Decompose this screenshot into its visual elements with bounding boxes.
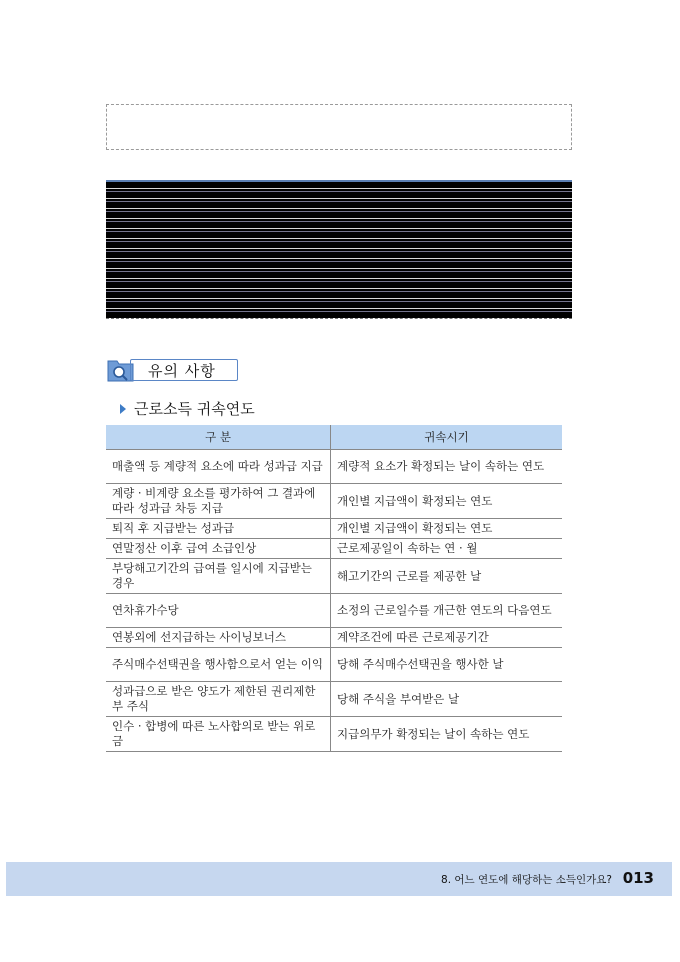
table-row — [106, 628, 562, 648]
table-cell-timing: 소정의 근로일수를 개근한 연도의 다음연도 — [331, 594, 563, 628]
table-cell-timing: 당해 주식매수선택권을 행사한 날 — [331, 648, 563, 682]
table-cell-category: 부당해고기간의 급여를 일시에 지급받는 경우 — [106, 559, 331, 594]
table-cell-category: 매출액 등 계량적 요소에 따라 성과급 지급 — [106, 450, 331, 484]
table-cell-timing: 계약조건에 따른 근로제공기간 — [331, 628, 563, 648]
table-cell-timing: 근로제공일이 속하는 연 · 월 — [331, 539, 563, 559]
section-badge — [106, 355, 240, 383]
table-body — [106, 450, 562, 752]
table-cell-category: 성과급으로 받은 양도가 제한된 권리제한부 주식 — [106, 682, 331, 717]
table-cell-category: 주식매수선택권을 행사함으로서 얻는 이익 — [106, 648, 331, 682]
table-cell-category: 연말정산 이후 급여 소급인상 — [106, 539, 331, 559]
table-row — [106, 450, 562, 484]
subheading — [120, 398, 255, 419]
table-row — [106, 519, 562, 539]
subheading-text: 근로소득 귀속연도 — [134, 400, 255, 418]
table-row — [106, 682, 562, 717]
garbled-image-block — [106, 180, 572, 318]
table-row — [106, 594, 562, 628]
empty-dashed-box — [106, 104, 572, 150]
table-row — [106, 648, 562, 682]
header-timing: 귀속시기 — [331, 425, 563, 450]
table-cell-category: 계량 · 비계량 요소를 평가하여 그 결과에 따라 성과급 차등 지급 — [106, 484, 331, 519]
page-number: 013 — [622, 869, 654, 887]
header-category: 구 분 — [106, 425, 331, 450]
footer-band — [6, 862, 672, 896]
table-cell-category: 퇴직 후 지급받는 성과급 — [106, 519, 331, 539]
table-cell-timing: 당해 주식을 부여받은 날 — [331, 682, 563, 717]
badge-label: 유의 사항 — [148, 362, 216, 380]
table-row — [106, 484, 562, 519]
table-cell-category: 인수 · 합병에 따른 노사합의로 받는 위로금 — [106, 717, 331, 752]
table-cell-timing: 개인별 지급액이 확정되는 연도 — [331, 484, 563, 519]
table-cell-timing: 계량적 요소가 확정되는 날이 속하는 연도 — [331, 450, 563, 484]
attribution-table — [106, 425, 562, 752]
table-row — [106, 559, 562, 594]
table-cell-timing: 개인별 지급액이 확정되는 연도 — [331, 519, 563, 539]
table-cell-category: 연차휴가수당 — [106, 594, 331, 628]
table-row — [106, 539, 562, 559]
table-cell-category: 연봉외에 선지급하는 사이닝보너스 — [106, 628, 331, 648]
table-cell-timing: 해고기간의 근로를 제공한 날 — [331, 559, 563, 594]
table-header-row — [106, 425, 562, 450]
dashed-divider — [106, 318, 572, 319]
footer-caption: 8. 어느 연도에 해당하는 소득인가요? — [441, 874, 612, 886]
table-cell-timing: 지급의무가 확정되는 날이 속하는 연도 — [331, 717, 563, 752]
table-row — [106, 717, 562, 752]
triangle-bullet-icon — [120, 404, 126, 414]
